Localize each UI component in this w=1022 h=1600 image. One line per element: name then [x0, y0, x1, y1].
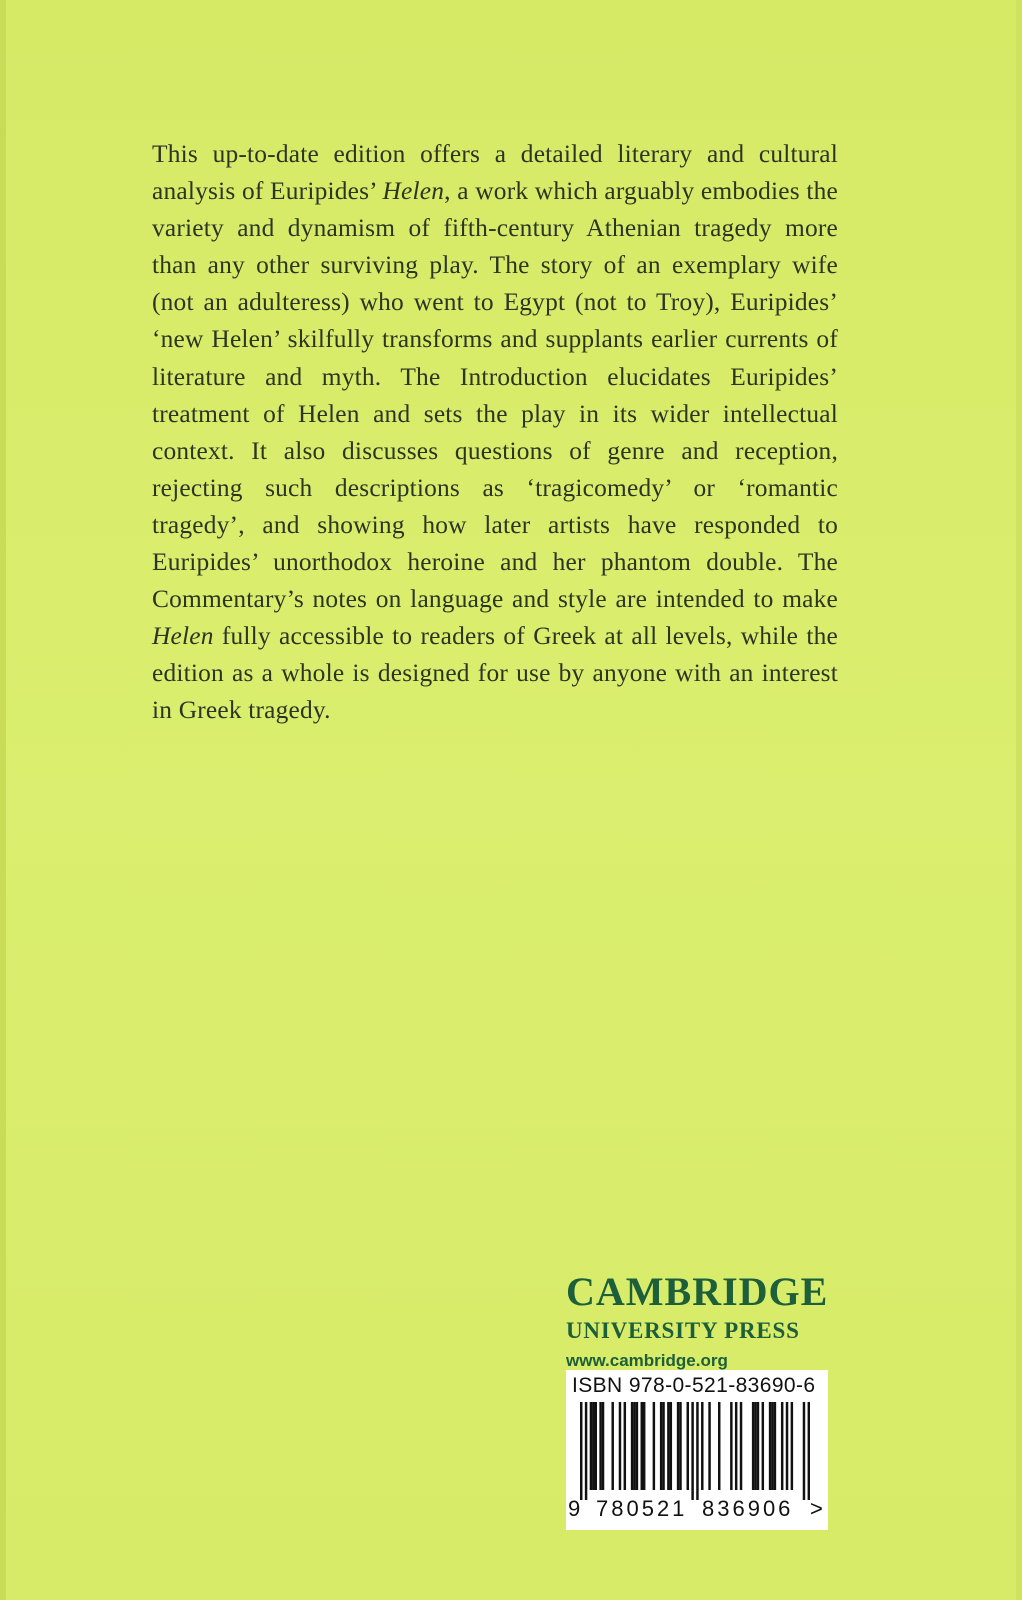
barcode-bar [774, 1402, 776, 1490]
barcode-bar [740, 1402, 742, 1490]
barcode-left-group: 780521 [596, 1496, 688, 1521]
barcode-bar [631, 1402, 633, 1490]
barcode-bar [660, 1402, 662, 1490]
barcode-bar [771, 1402, 773, 1490]
barcode-bar [679, 1402, 681, 1490]
barcode-bar [653, 1402, 655, 1490]
barcode-bar [754, 1402, 756, 1490]
cover-edge-left [0, 0, 6, 1600]
publisher-name: CAMBRIDGE [566, 1269, 829, 1314]
blurb-title-italic-1: Helen [382, 177, 445, 206]
barcode-bar [585, 1402, 587, 1500]
barcode-bar [641, 1402, 643, 1490]
blurb-text-3: fully accessible to readers of Greek at all levels, while the edition as a whole is designed for use by anyone with an interest in Greek tragedy. [152, 622, 838, 725]
barcode-bar [701, 1402, 703, 1490]
barcode-quiet-mark: > [810, 1496, 823, 1521]
barcode-bar [667, 1402, 669, 1490]
barcode-bar [624, 1402, 626, 1490]
publisher-url: www.cambridge.org [566, 1351, 728, 1370]
blurb-text-1: This up-to-date edition offers a detailed literary and cultural analysis of Euripides’ [152, 140, 838, 206]
cover-edge-right [1016, 0, 1022, 1600]
publisher-logo [566, 1269, 844, 1372]
barcode-bar [636, 1402, 638, 1490]
barcode-bars [580, 1402, 810, 1500]
publisher-subname: UNIVERSITY PRESS [566, 1318, 800, 1343]
barcode-bar [808, 1402, 810, 1500]
barcode-bar [599, 1402, 601, 1490]
barcode-bar [691, 1402, 693, 1500]
barcode-bar [718, 1402, 720, 1490]
barcode-bar [602, 1402, 604, 1490]
blurb-text-2: , a work which arguably embodies the variety and dynamism of fifth-century Athenian tragedy more than any other surviving play. The story of an exemplary wife (not an adulteress) who went to Egypt (not to Troy), Euripides’ ‘new Helen’ skilfully transforms and supplants earlier currents of literature and myth. The Introduction elucidates Euripides’ treatment of Helen and sets the play in its wider intellectual context. It also discusses questions of genre and reception, rejecting such descriptions as ‘tragicomedy’ or ‘romantic tragedy’, and showing how later artists have responded to Euripides’ unorthodox heroine and her phantom double. The Commentary’s notes on language and style are intended to make [152, 177, 838, 614]
barcode-bar [803, 1402, 805, 1500]
barcode-bar [677, 1402, 679, 1490]
barcode-bar [762, 1402, 764, 1490]
isbn-barcode [566, 1370, 828, 1530]
barcode-bar [781, 1402, 783, 1490]
barcode-bar [611, 1402, 613, 1490]
barcode-bar [592, 1402, 594, 1490]
barcode-bar [752, 1402, 754, 1490]
barcode-bar [696, 1402, 698, 1500]
barcode-bar [708, 1402, 710, 1490]
barcode-bar [643, 1402, 645, 1490]
barcode-bar [595, 1402, 597, 1490]
barcode-bar [670, 1402, 672, 1490]
barcode-bar [769, 1402, 771, 1490]
barcode-bar [757, 1402, 759, 1490]
blurb-title-italic-2: Helen [152, 622, 214, 651]
barcode-bar [687, 1402, 689, 1490]
barcode-bar [730, 1402, 732, 1490]
barcode-digits [566, 1494, 828, 1524]
barcode-bar [619, 1402, 621, 1490]
barcode-bar [580, 1402, 582, 1500]
barcode-first-digit: 9 [568, 1496, 581, 1521]
barcode-right-group: 836906 [702, 1496, 794, 1521]
barcode-bar [662, 1402, 664, 1490]
barcode-bar [633, 1402, 635, 1490]
isbn-label: ISBN 978-0-521-83690-6 [572, 1374, 816, 1397]
barcode-bar [590, 1402, 592, 1490]
cover-blurb [152, 136, 838, 730]
barcode-bar [786, 1402, 788, 1490]
barcode-bar [735, 1402, 737, 1490]
barcode-bar [791, 1402, 793, 1490]
